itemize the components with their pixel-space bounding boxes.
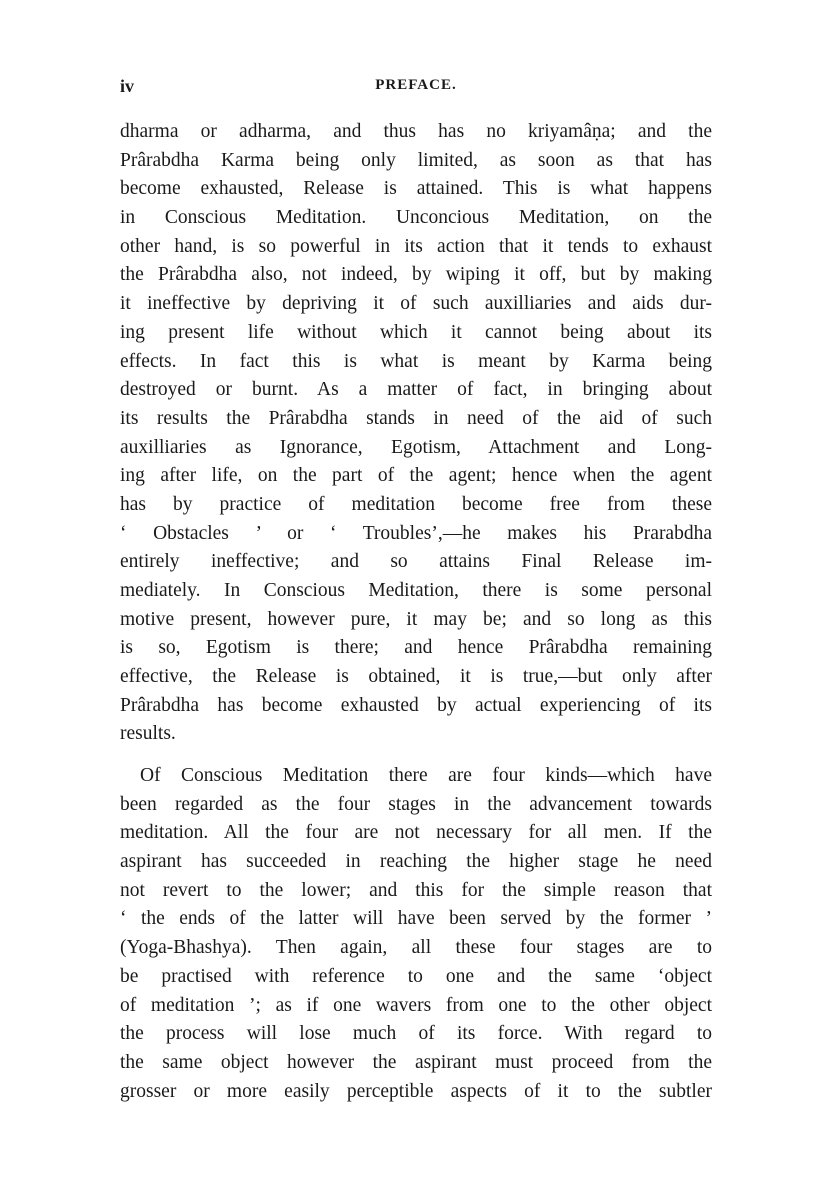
text-line: be practised with reference to one and the same ‘object <box>120 965 712 987</box>
text-line: effects. In fact this is what is meant by Karma being <box>120 350 712 372</box>
text-line: dharma or adharma, and thus has no kriyamâṇa; and the <box>120 121 712 142</box>
text-line: been regarded as the four stages in the advancement towards <box>120 793 712 815</box>
running-head: PREFACE. <box>375 77 457 93</box>
text-line: results. <box>120 723 176 745</box>
text-line: the same object however the aspirant must proceed from the <box>120 1051 712 1073</box>
page-number: iv <box>120 76 135 96</box>
text-line: is so, Egotism is there; and hence Prârabdha remaining <box>120 637 712 659</box>
text-line: (Yoga-Bhashya). Then again, all these four stages are to <box>120 937 712 959</box>
text-line: its results the Prârabdha stands in need of the aid of such <box>120 407 712 429</box>
text-line: ing after life, on the part of the agent; hence when the agent <box>120 465 712 487</box>
text-line: not revert to the lower; and this for the simple reason that <box>120 879 712 901</box>
text-line: it ineffective by depriving it of such auxilliaries and aids dur- <box>120 293 712 315</box>
text-line: Of Conscious Meditation there are four kinds—which have <box>140 765 712 786</box>
text-line: motive present, however pure, it may be; and so long as this <box>120 608 712 630</box>
text-line: aspirant has succeeded in reaching the higher stage he need <box>120 851 712 873</box>
text-line: has by practice of meditation become free from these <box>120 493 712 515</box>
text-line: Prârabdha has become exhausted by actual experiencing of its <box>120 694 712 716</box>
paragraph-2 <box>120 762 712 1106</box>
text-line: ing present life without which it cannot being about its <box>120 321 712 343</box>
page-header <box>120 76 712 100</box>
text-line: destroyed or burnt. As a matter of fact, in bringing about <box>120 379 712 401</box>
text-line: the process will lose much of its force. With regard to <box>120 1023 712 1045</box>
text-line: the Prârabdha also, not indeed, by wiping it off, but by making <box>120 264 712 286</box>
text-line: grosser or more easily perceptible aspects of it to the subtler <box>120 1080 712 1102</box>
text-line: auxilliaries as Ignorance, Egotism, Attachment and Long- <box>120 436 712 458</box>
text-line: mediately. In Conscious Meditation, there is some personal <box>120 580 712 601</box>
text-line: effective, the Release is obtained, it is true,—but only after <box>120 666 712 688</box>
text-line: meditation. All the four are not necessary for all men. If the <box>120 822 712 844</box>
text-line: other hand, is so powerful in its action that it tends to exhaust <box>120 235 712 257</box>
text-line: become exhausted, Release is attained. This is what happens <box>120 178 712 200</box>
text-line: ‘ Obstacles ’ or ‘ Troubles’,—he makes his Prarabdha <box>120 522 712 544</box>
text-line: ‘ the ends of the latter will have been served by the former ’ <box>120 908 712 930</box>
text-line: of meditation ’; as if one wavers from one to the other object <box>120 994 712 1016</box>
text-line: entirely ineffective; and so attains Final Release im- <box>120 551 712 573</box>
paragraph-1 <box>120 118 712 749</box>
text-line: in Conscious Meditation. Unconcious Meditation, on the <box>120 207 712 229</box>
text-line: Prârabdha Karma being only limited, as soon as that has <box>120 149 712 171</box>
